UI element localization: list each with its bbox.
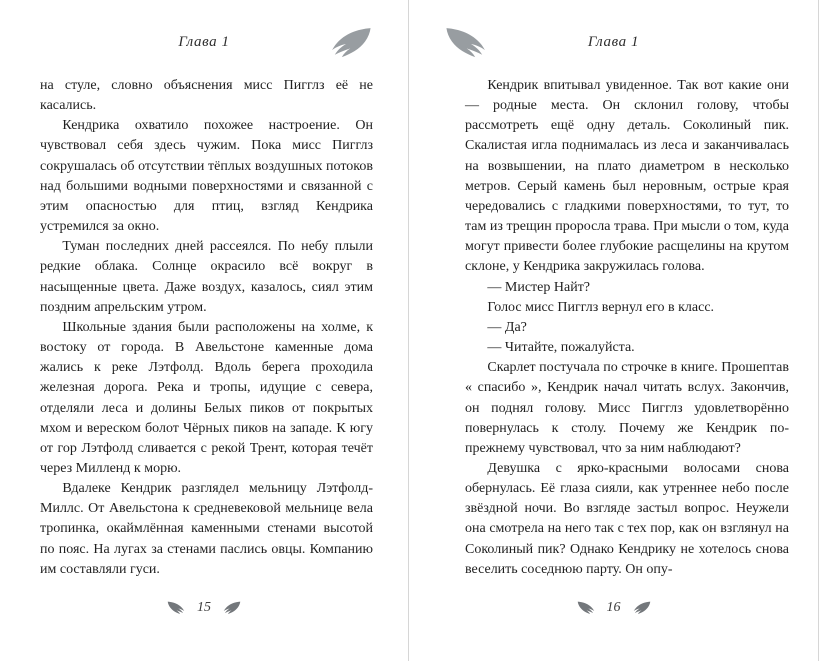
feather-wing-icon [166, 601, 188, 615]
paragraph: Девушка с ярко-красными волосами снова обернулась. Её глаза сияли, как утреннее небо после звёздной ночи. Во взгляде застыл вопрос. Неужели она смотрела на него так с тех пор, как он взглянул на Соколиный пик? Однако Кендрику не хотелось снова веселить соседнюю парту. Он опу- [465, 460, 789, 577]
right-page [409, 0, 818, 661]
chapter-title: Глава 1 [587, 34, 640, 50]
paragraph: Скарлет постучала по строчке в книге. Прошептав « спасибо », Кендрик начал читать вслух. Закончив, он поднял голову. Мисс Пигглз удовлетворённо повернулась к столу. Почему же Кендрик по-прежнему чувствовал, что за ним наблюдают? [465, 360, 789, 456]
feather-wing-icon [576, 601, 598, 615]
paragraph: — Мистер Найт? [487, 279, 591, 295]
paragraph: Кендрик впитывал увиденное. Так вот какие они — родные места. Он склонил голову, чтобы рассмотреть ещё одну деталь. Соколиный пик. Скалистая игла поднималась из леса и заканчивалась на возвышении, на плато диаметром в несколько метров. Серый камень был неровным, острые края чередовались с гладкими поверхностями, то тут, то там из трещин проросла трава. При мысли о том, куда могут привести более глубокие расщелины на крутом склоне, у Кендрика закружилась голова. [465, 78, 789, 275]
paragraph: Вдалеке Кендрик разглядел мельницу Лэтфолд-Миллс. От Авельстона к средневековой мельнице вела тропинка, окаймлённая каменными стенами высотой по пояс. На лугах за стенами паслись овцы. Компанию им составляли гуси. [40, 481, 373, 577]
paragraph: Туман последних дней рассеялся. По небу плыли редкие облака. Солнце окрасило всё вокруг в насыщенные цвета. Даже воздух, казалось, сиял этим поздним апрельским утром. [40, 239, 373, 315]
feather-wing-icon [220, 601, 242, 615]
paragraph: на стуле, словно объяснения мисс Пигглз её не касались. [40, 78, 373, 114]
paragraph: — Да? [487, 319, 527, 335]
right-page-header [409, 34, 818, 60]
chapter-title: Глава 1 [178, 34, 230, 50]
page-number: 15 [197, 600, 211, 615]
left-page-text [0, 76, 408, 600]
paragraph: Голос мисс Пигглз вернул его в класс. [487, 299, 715, 315]
feather-wing-icon [326, 26, 372, 60]
page-number: 16 [606, 600, 621, 615]
paragraph: — Читайте, пожалуйста. [487, 340, 635, 356]
left-page-footer [0, 600, 408, 616]
feather-wing-icon [445, 26, 491, 60]
feather-wing-icon [630, 601, 652, 615]
left-page-header [0, 34, 408, 60]
paragraph: Кендрика охватило похожее настроение. Он чувствовал себя здесь чужим. Пока мисс Пигглз сокрушалась об отсутствии тёплых воздушных потоков над большими водными поверхностями и связанной с этим опасностью для птиц, взгляд Кендрика устремился за окно. [40, 118, 373, 235]
right-page-text [409, 76, 818, 600]
left-page [0, 0, 409, 661]
paragraph: Школьные здания были расположены на холме, к востоку от города. В Авельстоне каменные дома жались к реке Лэтфолд. Вдоль берега проходила железная дорога. Река и тропы, идущие с севера, отделяли леса и долины Белых пиков от покрытых мхом и вереском болот Чёрных пиков на западе. К югу от гор Лэтфолд сливается с рекой Трент, которая течёт через Милленд к морю. [40, 319, 373, 476]
right-page-footer [409, 600, 818, 616]
